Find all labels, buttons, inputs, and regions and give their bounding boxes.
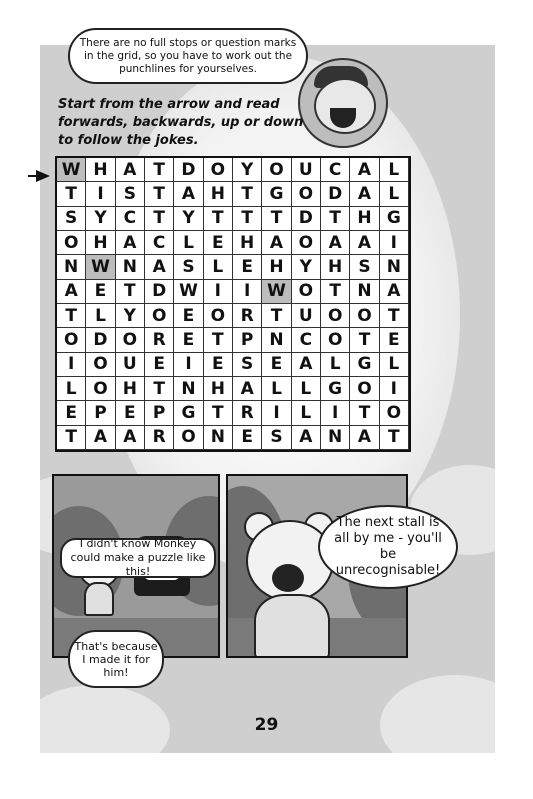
grid-cell: T <box>262 304 291 328</box>
grid-cell: R <box>233 401 262 425</box>
grid-cell: O <box>321 304 350 328</box>
grid-cell: N <box>350 280 379 304</box>
grid-cell: O <box>380 401 409 425</box>
bear-mouth <box>272 564 304 592</box>
grid-cell: E <box>174 328 203 352</box>
bear-body <box>84 582 114 616</box>
grid-cell: I <box>204 280 233 304</box>
grid-cell: N <box>204 426 233 450</box>
grid-cell: A <box>350 182 379 206</box>
grid-cell: I <box>380 377 409 401</box>
grid-cell: L <box>204 255 233 279</box>
grid-cell: A <box>116 158 145 182</box>
grid-cell: A <box>350 231 379 255</box>
grid-cell: R <box>145 328 174 352</box>
grid-cell: L <box>380 182 409 206</box>
grid-cell: O <box>174 426 203 450</box>
speech-bubble-bottom <box>68 630 164 688</box>
grid-cell: U <box>292 158 321 182</box>
grid-cell: T <box>321 207 350 231</box>
grid-cell: A <box>292 426 321 450</box>
grid-cell: Y <box>116 304 145 328</box>
bear-body <box>254 594 330 658</box>
grid-cell: T <box>262 207 291 231</box>
grid-cell: O <box>262 158 291 182</box>
grid-cell: D <box>145 280 174 304</box>
grid-cell: G <box>321 377 350 401</box>
grid-cell: Y <box>86 207 115 231</box>
grid-cell: S <box>262 426 291 450</box>
grid-cell: I <box>57 353 86 377</box>
speech-bubble-right <box>318 505 458 589</box>
grid-cell: T <box>380 426 409 450</box>
grid-cell: P <box>233 328 262 352</box>
grid-cell: O <box>292 280 321 304</box>
grid-cell: A <box>321 231 350 255</box>
grid-cell: N <box>321 426 350 450</box>
grid-cell: A <box>233 377 262 401</box>
grid-cell: G <box>350 353 379 377</box>
grid-cell: E <box>233 255 262 279</box>
grid-cell: T <box>145 182 174 206</box>
grid-cell: Y <box>233 158 262 182</box>
grid-cell: G <box>174 401 203 425</box>
grid-cell: G <box>262 182 291 206</box>
grid-cell: L <box>57 377 86 401</box>
grid-cell: O <box>321 328 350 352</box>
grid-cell: S <box>350 255 379 279</box>
grid-cell: L <box>321 353 350 377</box>
word-search-grid <box>55 156 411 452</box>
grid-cell: O <box>57 231 86 255</box>
grid-cell: E <box>262 353 291 377</box>
speech-text-left: I didn't know Monkey could make a puzzle like this! <box>70 537 206 578</box>
grid-cell: T <box>233 207 262 231</box>
grid-cell: S <box>233 353 262 377</box>
grid-cell: T <box>145 158 174 182</box>
grid-cell: W <box>57 158 86 182</box>
grid-cell: T <box>204 207 233 231</box>
grid-cell: E <box>116 401 145 425</box>
grid-cell: A <box>145 255 174 279</box>
grid-cell: E <box>204 353 233 377</box>
tip-text: There are no full stops or question marks in the grid, so you have to work out the punchlines for yourselves. <box>79 36 297 75</box>
grid-cell: C <box>145 231 174 255</box>
grid-cell: E <box>86 280 115 304</box>
grid-cell: S <box>174 255 203 279</box>
grid-cell: N <box>116 255 145 279</box>
grid-cell: T <box>321 280 350 304</box>
grid-cell: D <box>174 158 203 182</box>
grid-cell: L <box>292 377 321 401</box>
grid-cell: O <box>86 377 115 401</box>
grid-cell: E <box>380 328 409 352</box>
grid-cell: O <box>350 304 379 328</box>
grid-cell: D <box>292 207 321 231</box>
grid-cell: N <box>380 255 409 279</box>
grid-cell: R <box>145 426 174 450</box>
grid-cell: O <box>57 328 86 352</box>
grid-cell: A <box>380 280 409 304</box>
grid-cell: N <box>174 377 203 401</box>
page-number: 29 <box>254 715 279 735</box>
grid-cell: T <box>204 328 233 352</box>
grid-cell: N <box>57 255 86 279</box>
grid-cell: H <box>116 377 145 401</box>
grid-cell: C <box>321 158 350 182</box>
grid-cell: N <box>262 328 291 352</box>
grid-cell: O <box>116 328 145 352</box>
grid-cell: U <box>116 353 145 377</box>
grid-cell: I <box>86 182 115 206</box>
grid-cell: Y <box>174 207 203 231</box>
grid-cell: H <box>350 207 379 231</box>
grid-cell: T <box>350 401 379 425</box>
grid-cell: P <box>145 401 174 425</box>
grid-cell: I <box>174 353 203 377</box>
grid-cell: T <box>204 401 233 425</box>
grid-cell: O <box>292 182 321 206</box>
grid-cell: H <box>262 255 291 279</box>
grid-cell: T <box>233 182 262 206</box>
grid-cell: O <box>204 158 233 182</box>
grid-cell: I <box>380 231 409 255</box>
grid-cell: H <box>204 182 233 206</box>
grid-cell: L <box>262 377 291 401</box>
grid-cell: R <box>233 304 262 328</box>
grid-cell: E <box>57 401 86 425</box>
grid-cell: I <box>262 401 291 425</box>
grid-cell: E <box>145 353 174 377</box>
grid-cell: T <box>116 280 145 304</box>
grid-cell: A <box>292 353 321 377</box>
grid-cell: T <box>57 182 86 206</box>
grid-cell: I <box>321 401 350 425</box>
grid-cell: T <box>380 304 409 328</box>
grid-cell: O <box>350 377 379 401</box>
grid-cell: I <box>233 280 262 304</box>
grid-cell: A <box>116 426 145 450</box>
grid-cell: S <box>57 207 86 231</box>
grid-cell: O <box>292 231 321 255</box>
grid-cell: L <box>292 401 321 425</box>
character-portrait <box>298 58 388 148</box>
grid-cell: C <box>116 207 145 231</box>
grid-cell: T <box>145 377 174 401</box>
speech-bubble-left <box>60 538 216 578</box>
grid-cell: E <box>204 231 233 255</box>
grid-cell: C <box>292 328 321 352</box>
grid-cell: Y <box>292 255 321 279</box>
grid-cell: L <box>380 353 409 377</box>
grid-cell: T <box>57 304 86 328</box>
grid-cell: D <box>321 182 350 206</box>
grid-cell: L <box>380 158 409 182</box>
grid-cell: A <box>86 426 115 450</box>
grid-cell: O <box>86 353 115 377</box>
grid-cell: W <box>174 280 203 304</box>
grid-cell: O <box>145 304 174 328</box>
cloud-decoration <box>380 675 495 753</box>
grid-cell: A <box>174 182 203 206</box>
start-arrow-icon <box>36 170 50 182</box>
grid-cell: H <box>233 231 262 255</box>
grid-cell: A <box>350 426 379 450</box>
instruction-text: Start from the arrow and read forwards, backwards, up or down to follow the jokes. <box>58 97 304 148</box>
grid-cell: H <box>86 231 115 255</box>
grid-cell: E <box>174 304 203 328</box>
grid-cell: L <box>86 304 115 328</box>
grid-cell: A <box>262 231 291 255</box>
grid-cell: E <box>233 426 262 450</box>
grid-cell: H <box>321 255 350 279</box>
grid-cell: W <box>262 280 291 304</box>
grid-cell: A <box>116 231 145 255</box>
grid-cell: S <box>116 182 145 206</box>
grid-cell: A <box>350 158 379 182</box>
grid-cell: L <box>174 231 203 255</box>
grid-cell: T <box>350 328 379 352</box>
grid-cell: U <box>292 304 321 328</box>
grid-cell: P <box>86 401 115 425</box>
grid-cell: G <box>380 207 409 231</box>
speech-text-right: The next stall is all by me - you'll be unrecognisable! <box>334 515 442 578</box>
grid-cell: H <box>204 377 233 401</box>
grid-cell: H <box>86 158 115 182</box>
grid-cell: D <box>86 328 115 352</box>
grid-cell: T <box>145 207 174 231</box>
grid-cell: W <box>86 255 115 279</box>
speech-text-bottom: That's because I made it for him! <box>74 639 158 679</box>
tip-speech-bubble <box>68 28 308 84</box>
grid-cell: T <box>57 426 86 450</box>
grid-cell: A <box>57 280 86 304</box>
grid-cell: O <box>204 304 233 328</box>
